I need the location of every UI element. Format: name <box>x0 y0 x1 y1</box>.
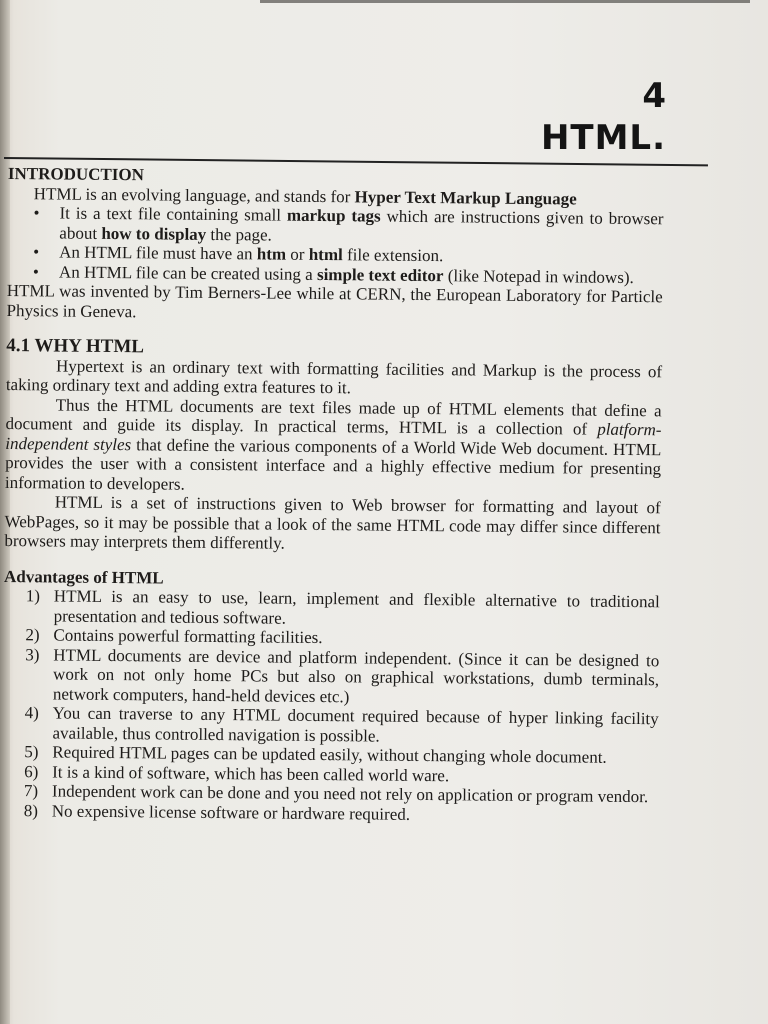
item-text: HTML is an easy to use, learn, implement and flexible alternative to traditional presentation and tedious software. <box>53 586 660 628</box>
bullet-bold: markup tags <box>286 205 381 226</box>
introduction-section <box>7 164 664 326</box>
paragraph-italic: platform-independent styles <box>5 419 662 454</box>
bullet-text: An HTML file can be created using a <box>58 261 318 284</box>
lead-text: HTML is an evolving language, and stands for <box>33 183 355 206</box>
advantage-item <box>26 586 660 631</box>
advantage-item <box>24 703 658 748</box>
bullet-icon: • <box>33 242 40 262</box>
bullet-text: An HTML file must have an <box>59 242 257 264</box>
bullet-text: or <box>286 244 309 264</box>
why-html-section <box>4 336 662 557</box>
page-content <box>2 164 664 826</box>
chapter-title: HTML. <box>540 118 666 158</box>
advantage-item <box>25 645 660 710</box>
bullet-icon: • <box>32 261 40 281</box>
item-number: 5) <box>24 742 39 762</box>
item-text: Contains powerful formatting facilities. <box>53 625 323 648</box>
bullet-bold: html <box>308 244 343 265</box>
bullet-item <box>33 203 663 248</box>
bullet-bold: htm <box>256 244 287 264</box>
item-number: 3) <box>25 644 40 664</box>
paragraph-text: that define the various components of a World Wide Web document. HTML provides the user with a consistent interface and a highly effective medium for presenting information to developers. <box>4 434 662 494</box>
bullet-text: (like Notepad in windows). <box>443 265 634 287</box>
item-text: HTML documents are device and platform independent. (Since it can be designed to work on not only home PCs but also on graphical workstations, dumb terminals, network computers, hand-held devices etc.) <box>52 644 660 706</box>
item-number: 1) <box>25 586 41 606</box>
bullet-bold: simple text editor <box>316 264 444 285</box>
bullet-text: file extension. <box>342 245 444 266</box>
bullet-bold: how to display <box>101 223 207 244</box>
advantages-list <box>2 586 660 826</box>
advantages-section <box>2 566 660 826</box>
item-text: Independent work can be done and you need not rely on application or program vendor. <box>51 781 649 807</box>
item-number: 7) <box>23 781 39 801</box>
why-html-paragraph-3: HTML is a set of instructions given to Web browser for formatting and layout of WebPages, so it may be possible that a look of the same HTML code may differ since different browsers may interprets them differently. <box>4 492 661 553</box>
introduction-closing: HTML was invented by Tim Berners-Lee while at CERN, the European Laboratory for Particle Physics in Geneva. <box>6 280 663 321</box>
item-text: It is a kind of software, which has been called world ware. <box>52 761 450 785</box>
why-html-paragraph-1: Hypertext is an ordinary text with formatting facilities and Markup is the process of taking ordinary text and adding extra features to it. <box>5 355 663 398</box>
lead-bold-text: Hyper Text Markup Language <box>354 186 577 208</box>
advantages-heading: Advantages of HTML <box>3 566 164 588</box>
bullet-icon: • <box>33 203 40 223</box>
introduction-heading: INTRODUCTION <box>7 164 145 185</box>
bullet-text: which are instructions given to browser about <box>59 206 664 243</box>
why-html-heading: 4.1 WHY HTML <box>6 334 145 358</box>
paragraph-text: Thus the HTML documents are text files made up of HTML elements that define a document and guide its display. In practical terms, HTML is a collection of <box>5 394 662 439</box>
item-number: 4) <box>24 703 39 723</box>
item-text: Required HTML pages can be updated easily, without changing whole document. <box>52 742 607 767</box>
bullet-text: It is a text file containing small <box>59 203 287 225</box>
item-number: 6) <box>24 761 39 781</box>
bullet-text: the page. <box>206 224 272 245</box>
top-edge-rule <box>260 0 750 3</box>
chapter-number: 4 <box>642 76 666 116</box>
item-number: 8) <box>23 800 39 820</box>
item-number: 2) <box>25 625 40 645</box>
introduction-bullets <box>7 203 664 287</box>
why-html-paragraph-2 <box>5 394 662 498</box>
item-text: No expensive license software or hardware required. <box>51 800 411 824</box>
item-text: You can traverse to any HTML document required because of hyper linking facility available, thus controlled navigation is possible. <box>52 703 659 746</box>
